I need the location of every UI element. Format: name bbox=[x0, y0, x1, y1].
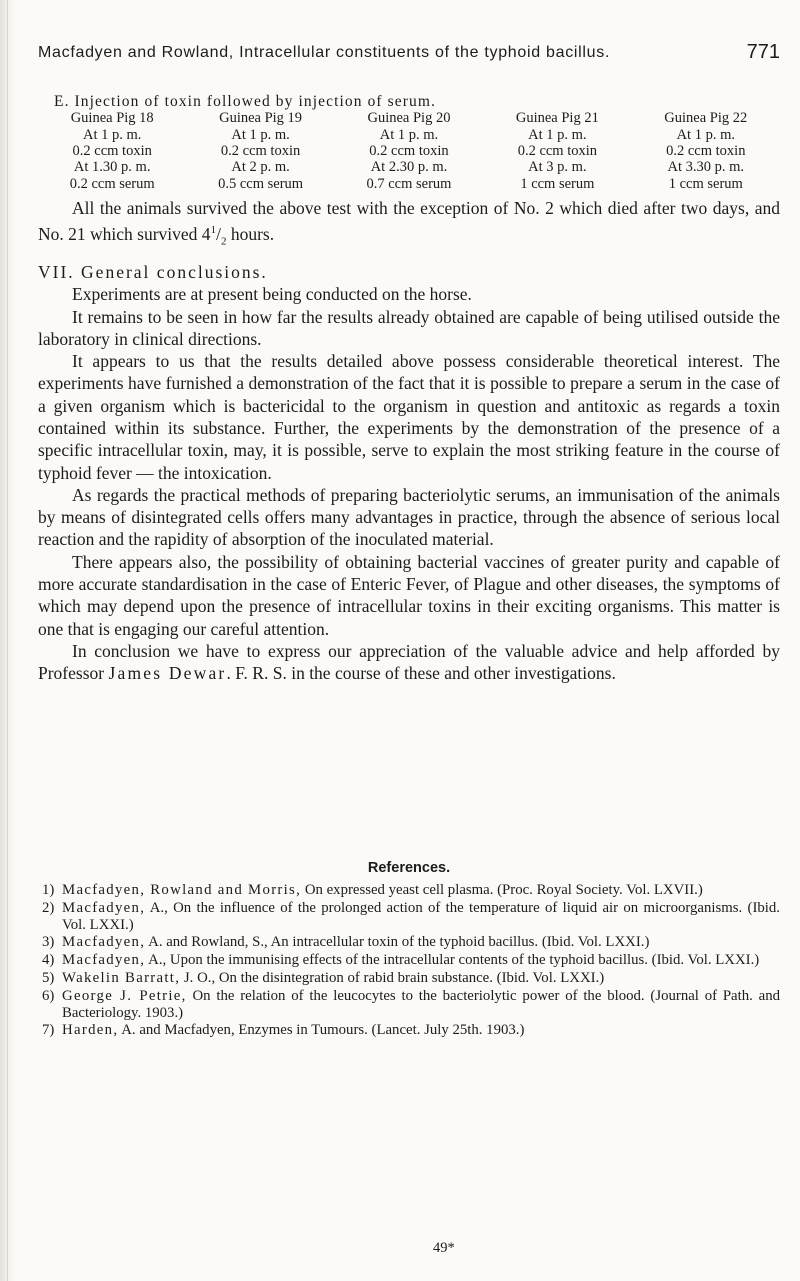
guinea-pig-table bbox=[38, 110, 780, 192]
table-cell: At 3 p. m. bbox=[528, 159, 587, 176]
article-body bbox=[38, 197, 780, 685]
reference-number: 2) bbox=[42, 899, 55, 916]
table-cell: 0.2 ccm serum bbox=[69, 175, 155, 192]
reference-text bbox=[62, 900, 780, 934]
reference-authors: Macfadyen, bbox=[62, 899, 146, 916]
reference-number: 1) bbox=[42, 882, 55, 898]
reference-authors: George J. Petrie, bbox=[62, 987, 187, 1004]
reference-authors: Macfadyen, bbox=[62, 934, 146, 951]
reference-number: 7) bbox=[42, 1022, 55, 1039]
paragraph-acknowledgement bbox=[38, 640, 780, 685]
fraction-denominator: 2 bbox=[220, 235, 227, 248]
reference-text bbox=[62, 1022, 780, 1039]
table-row bbox=[38, 176, 780, 192]
reference-number: 4) bbox=[42, 952, 55, 969]
reference-authors: Harden, bbox=[62, 1022, 119, 1039]
table-cell: 0.2 ccm toxin bbox=[517, 142, 598, 159]
binding-shadow-line bbox=[7, 0, 8, 1281]
reference-item bbox=[42, 952, 780, 969]
running-title: Macfadyen and Rowland, Intracellular constituents of the typhoid bacillus. bbox=[38, 44, 611, 61]
table-cell: 0.2 ccm toxin bbox=[666, 142, 746, 159]
table-cell: Guinea Pig 18 bbox=[70, 110, 154, 127]
reference-item bbox=[42, 934, 780, 951]
table-cell: At 2.30 p. m. bbox=[370, 159, 448, 176]
table-row bbox=[38, 143, 780, 159]
table-cell: At 3.30 p. m. bbox=[667, 159, 745, 176]
paragraph-practical: As regards the practical methods of preparing bacteriolytic serums, an immunisation of the animals by means of disintegrated cells offers many advantages in practice, through the absence of serious local reaction and the rapidity of absorption of the inoculated material. bbox=[38, 484, 780, 550]
signature-folio: 49* bbox=[433, 1240, 455, 1256]
reference-text bbox=[62, 952, 780, 969]
reference-citation: On expressed yeast cell plasma. (Proc. Royal Society. Vol. LXVII.) bbox=[301, 882, 703, 898]
reference-number: 3) bbox=[42, 934, 55, 951]
acknowledged-person: James Dewar bbox=[108, 663, 227, 684]
injection-experiment-title: E. Injection of toxin followed by injection of serum. bbox=[54, 93, 437, 110]
reference-authors: Wakelin Barratt, bbox=[62, 969, 181, 986]
reference-number: 5) bbox=[42, 969, 55, 986]
paragraph-vaccines: There appears also, the possibility of obtaining bacterial vaccines of greater purity and capable of more accurate standardisation in the case of Enteric Fever, of Plague and other diseases, the symptoms of which may depend upon the presence of intracellular toxins in their exciting organisms. This matter is one that is engaging our careful attention. bbox=[38, 551, 780, 639]
table-cell: 0.2 ccm toxin bbox=[369, 142, 449, 159]
reference-citation: A. and Macfadyen, Enzymes in Tumours. (Lancet. July 25th. 1903.) bbox=[118, 1022, 525, 1039]
fraction-slash: / bbox=[216, 224, 221, 245]
table-cell: At 1 p. m. bbox=[528, 126, 587, 143]
reference-text bbox=[62, 988, 780, 1022]
reference-item bbox=[42, 900, 780, 934]
reference-citation: On the relation of the leucocytes to the bacteriolytic power of the blood. (Journal of Path. and Bacteriology. 1903.) bbox=[62, 987, 780, 1021]
table-cell: At 1 p. m. bbox=[676, 126, 735, 143]
table-row bbox=[38, 159, 780, 175]
reference-citation: A., Upon the immunising effects of the intracellular contents of the typhoid bacillus. (Ibid. Vol. LXXI.) bbox=[145, 952, 760, 969]
reference-item bbox=[42, 882, 780, 899]
fraction-numerator: 1 bbox=[210, 224, 217, 237]
section-heading: VII. General conclusions. bbox=[38, 261, 268, 282]
reference-citation: A., On the influence of the prolonged action of the temperature of liquid air on microorganisms. (Ibid. Vol. LXXI.) bbox=[62, 899, 780, 933]
table-cell: Guinea Pig 19 bbox=[219, 110, 303, 127]
reference-item bbox=[42, 988, 780, 1022]
survival-note bbox=[38, 197, 780, 253]
table-cell: Guinea Pig 20 bbox=[367, 110, 451, 127]
table-row bbox=[38, 126, 780, 142]
paragraph-theoretical: It appears to us that the results detailed above possess considerable theoretical interest. The experiments have furnished a demonstration of the fact that it is possible to prepare a serum in the case of a given organism which is bactericidal to the organism in question and antitoxic as regards a toxin contained within its substance. Further, the experiments by the demonstration of the presence of a specific intracellular toxin, may, it is possible, serve to explain the most striking feature in the course of typhoid fever — the intoxication. bbox=[38, 351, 780, 483]
table-cell: At 1 p. m. bbox=[82, 126, 142, 143]
table-cell: Guinea Pig 21 bbox=[515, 110, 599, 127]
table-cell: 0.2 ccm toxin bbox=[220, 142, 301, 159]
reference-authors: Macfadyen, Rowland and Morris, bbox=[62, 882, 302, 898]
references-heading: References. bbox=[367, 860, 451, 876]
table-cell: 0.5 ccm serum bbox=[218, 175, 304, 192]
table-cell: At 1.30 p. m. bbox=[73, 159, 151, 176]
table-row bbox=[38, 110, 780, 126]
table-cell: 0.7 ccm serum bbox=[366, 175, 452, 192]
table-cell: Guinea Pig 22 bbox=[664, 110, 748, 127]
paragraph-horse: Experiments are at present being conducted on the horse. bbox=[72, 284, 472, 305]
survival-note-text: All the animals survived the above test with the exception of No. 2 which died after two days, and No. 21 which survived 4 bbox=[38, 198, 780, 245]
reference-citation: J. O., On the disintegration of rabid brain substance. (Ibid. Vol. LXXI.) bbox=[180, 969, 605, 986]
reference-authors: Macfadyen, bbox=[62, 952, 146, 969]
reference-number: 6) bbox=[42, 987, 55, 1004]
table-cell: At 2 p. m. bbox=[231, 159, 290, 176]
paragraph-clinical: It remains to be seen in how far the results already obtained are capable of being utilised outside the laboratory in clinical directions. bbox=[38, 306, 780, 349]
page-binding-edge bbox=[0, 0, 14, 1281]
acknowledgement-end: . F. R. S. in the course of these and other investigations. bbox=[226, 663, 616, 684]
table-cell: At 1 p. m. bbox=[379, 126, 439, 143]
reference-text bbox=[62, 934, 780, 951]
reference-item bbox=[42, 1022, 780, 1039]
survival-note-end: hours. bbox=[226, 224, 275, 245]
reference-item bbox=[42, 970, 780, 987]
running-header bbox=[38, 41, 780, 63]
reference-text bbox=[62, 882, 780, 899]
table-cell: 1 ccm serum bbox=[520, 175, 595, 192]
table-cell: At 1 p. m. bbox=[231, 126, 290, 143]
page-number: 771 bbox=[746, 41, 780, 63]
references-list bbox=[42, 882, 780, 1040]
reference-text bbox=[62, 970, 780, 987]
acknowledgement-text: In conclusion we have to express our appreciation of the valuable advice and help afforded by Professor bbox=[38, 640, 780, 684]
table-cell: 0.2 ccm toxin bbox=[72, 142, 152, 159]
reference-citation: A. and Rowland, S., An intracellular toxin of the typhoid bacillus. (Ibid. Vol. LXXI.) bbox=[145, 934, 650, 951]
table-cell: 1 ccm serum bbox=[668, 175, 743, 192]
